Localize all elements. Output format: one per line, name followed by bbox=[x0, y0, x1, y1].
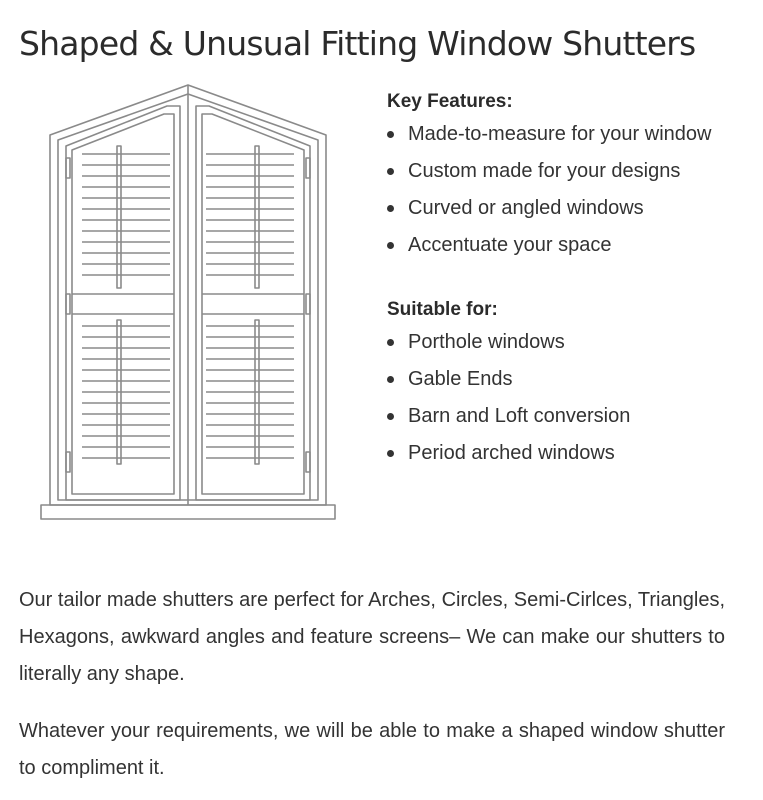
body-paragraph: Whatever your requirements, we will be able to make a shaped window shutter to compliment it. bbox=[19, 720, 725, 779]
left-hinge-bottom bbox=[66, 452, 70, 472]
list-item: Gable Ends bbox=[387, 361, 737, 398]
page-title: Shaped & Unusual Fitting Window Shutters bbox=[19, 24, 696, 63]
shaped-window-shutter-illustration bbox=[38, 82, 338, 524]
list-item: Period arched windows bbox=[387, 435, 737, 472]
window-sill bbox=[41, 505, 335, 519]
features-column bbox=[387, 88, 737, 472]
right-tilt-rod-top bbox=[255, 146, 259, 288]
suitable-for-list bbox=[387, 324, 737, 472]
right-hinge-bottom bbox=[306, 452, 310, 472]
list-item: Barn and Loft conversion bbox=[387, 398, 737, 435]
key-features-list bbox=[387, 116, 737, 264]
left-tilt-rod-top bbox=[117, 146, 121, 288]
list-item: Custom made for your designs bbox=[387, 153, 737, 190]
list-item: Porthole windows bbox=[387, 324, 737, 361]
left-hinge-top bbox=[66, 158, 70, 178]
left-panel-inner bbox=[72, 114, 174, 494]
list-item: Accentuate your space bbox=[387, 227, 737, 264]
list-item: Curved or angled windows bbox=[387, 190, 737, 227]
right-panel-inner bbox=[202, 114, 304, 494]
key-features-heading: Key Features: bbox=[387, 91, 513, 112]
list-item: Made-to-measure for your window bbox=[387, 116, 737, 153]
right-hinge-top bbox=[306, 158, 310, 178]
shutter-drawing bbox=[38, 82, 338, 524]
left-hinge-mid bbox=[66, 294, 70, 314]
right-hinge-mid bbox=[306, 294, 310, 314]
suitable-for-heading: Suitable for: bbox=[387, 299, 498, 320]
body-paragraph: Our tailor made shutters are perfect for Arches, Circles, Semi-Cirlces, Triangles, Hexagons, awkward angles and feature screens– We can make our shutters to literally any shape. bbox=[19, 589, 725, 685]
